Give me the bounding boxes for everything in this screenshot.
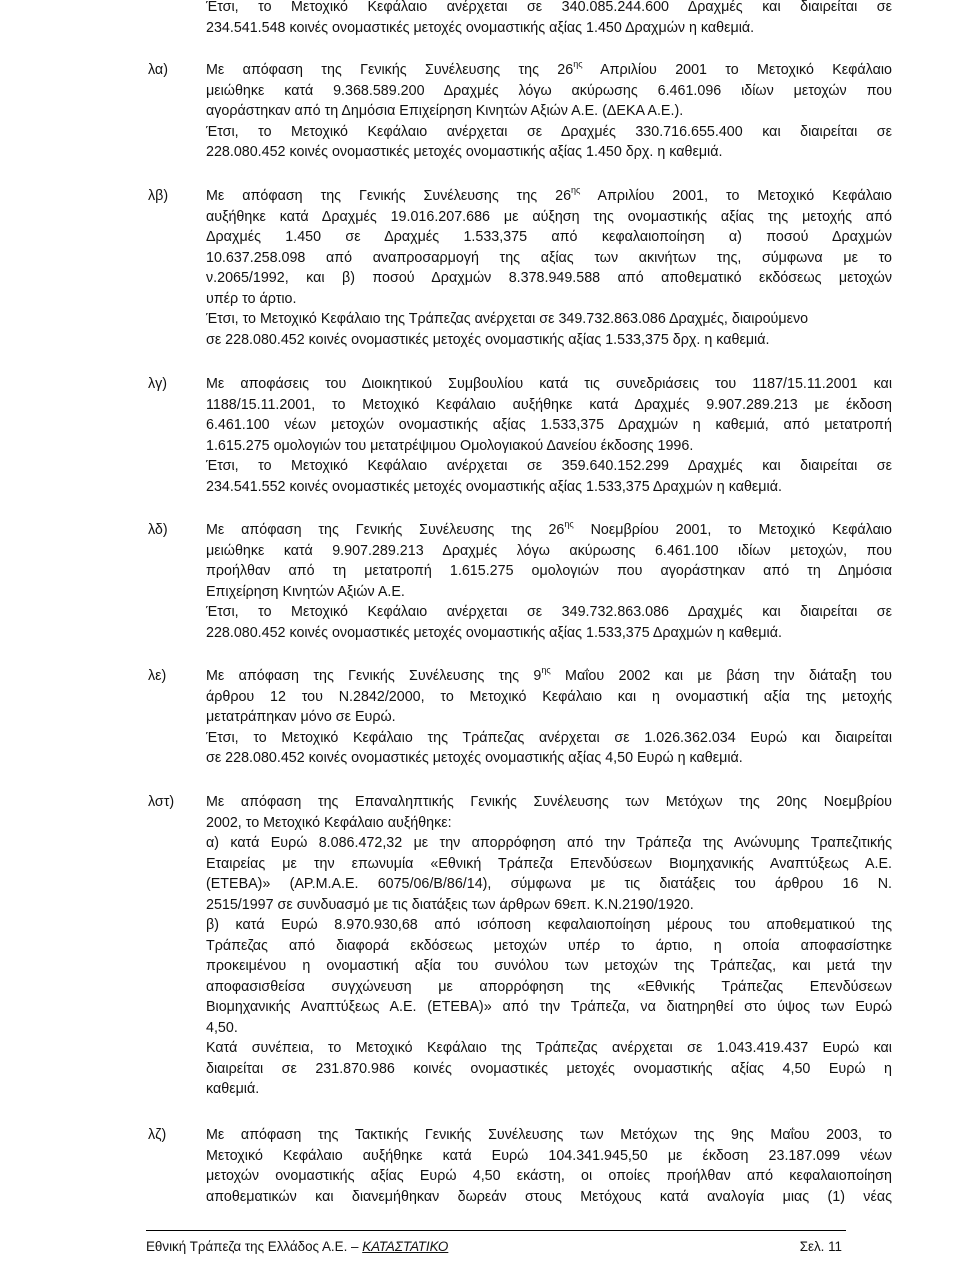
footer-document-title: Εθνική Τράπεζα της Ελλάδος Α.Ε. – ΚΑΤΑΣΤΑΤΙΚΟ xyxy=(146,1239,449,1254)
text-line: σε 228.080.452 κοινές ονομαστικές μετοχές ονομαστικής αξίας 4,50 Ευρώ η καθεμιά. xyxy=(206,750,743,766)
text-line: Με απόφαση της Γενικής Συνέλευσης της $26^{\eta\varsigma}$ Νοεμβρίου 2001, το Μετοχικό Κεφάλαιο xyxy=(206,519,892,538)
text-line: β) κατά Ευρώ 8.970.930,68 από ισόποση κεφαλαιοποίηση μέρους του αποθεματικού της xyxy=(206,917,892,933)
text-line: αγοράστηκαν από τη Δημόσια Επιχείρηση Κινητών Αξιών Α.Ε. (ΔΕΚΑ Α.Ε.). xyxy=(206,103,684,119)
text-line: Έτσι, το Μετοχικό Κεφάλαιο ανέρχεται σε 349.732.863.086 Δραχμές και διαιρείται σε xyxy=(206,604,892,620)
text-line: 2002, το Μετοχικό Κεφάλαιο αυξήθηκε: xyxy=(206,814,452,831)
text-line: Εταιρείας με την επωνυμία «Εθνική Τράπεζα Επενδύσεων Βιομηχανικής Αναπτύξεως Α.Ε. xyxy=(206,855,892,872)
text-line: 228.080.452 κοινές ονομαστικές μετοχές ονομαστικής αξίας 1.533,375 Δραχμών η καθεμιά. xyxy=(206,624,782,641)
text-line: Τράπεζας από διαφορά εκδόσεως μετοχών υπέρ το άρτιο, η οποία αποφασίστηκε xyxy=(206,937,892,954)
text-line: 228.080.452 κοινές ονομαστικές μετοχές ονομαστικής αξίας 1.450 δρχ. η καθεμιά. xyxy=(206,144,723,160)
text-line: Έτσι, το Μετοχικό Κεφάλαιο ανέρχεται σε 359.640.152.299 Δραχμές και διαιρείται σε xyxy=(206,458,892,474)
text-line: 1188/15.11.2001, το Μετοχικό Κεφάλαιο αυξήθηκε κατά Δραχμές 9.907.289.213 με έκδοση xyxy=(206,396,892,413)
text-line: Με απόφαση της Τακτικής Γενικής Συνέλευσης των Μετόχων της 9ης Μαΐου 2003, το xyxy=(206,1127,892,1143)
section-label: λστ) xyxy=(148,794,175,810)
section-label: λδ) xyxy=(148,522,168,538)
text-line: άρθρου 12 του Ν.2842/2000, το Μετοχικό Κεφάλαιο και η ονομαστική αξία της μετοχής xyxy=(206,688,892,705)
text-line: Με απόφαση της Επαναληπτικής Γενικής Συνέλευσης των Μετόχων της 20ης Νοεμβρίου xyxy=(206,794,892,810)
text-line: αποφασισθείσα συγχώνευση με απορρόφηση της «Εθνικής Τράπεζας Επενδύσεων xyxy=(206,978,892,995)
text-line: Έτσι, το Μετοχικό Κεφάλαιο ανέρχεται σε 340.085.244.600 Δραχμές και διαιρείται σε xyxy=(206,0,892,15)
text-line: μειώθηκε κατά 9.907.289.213 Δραχμές λόγω ακύρωσης 6.461.100 ιδίων μετοχών, που xyxy=(206,542,892,559)
text-line: Έτσι, το Μετοχικό Κεφάλαιο της Τράπεζας ανέρχεται σε 349.732.863.086 Δραχμές, διαιρούμενο xyxy=(206,311,809,327)
text-line: προήλθαν από τη μετατροπή 1.615.275 ομολογιών που αγοράστηκαν από τη Δημόσια xyxy=(206,563,892,579)
text-line: υπέρ το άρτιο. xyxy=(206,290,297,307)
text-line: Με απόφαση της Γενικής Συνέλευσης της $26^{\eta\varsigma}$ Απριλίου 2001, το Μετοχικό Κεφάλαιο xyxy=(206,185,892,204)
text-line: (ΕΤΕΒΑ)» (ΑΡ.Μ.Α.Ε. 6075/06/Β/86/14), σύμφωνα με τις διατάξεις του άρθρου 16 Ν. xyxy=(206,876,892,892)
text-line: μετατράπηκαν μόνο σε Ευρώ. xyxy=(206,709,396,725)
page-number: Σελ. 11 xyxy=(799,1239,842,1254)
text-line: διαιρείται σε 231.870.986 κοινές ονομαστικές μετοχές ονομαστικής αξίας 4,50 Ευρώ η xyxy=(206,1060,892,1077)
section-label: λγ) xyxy=(148,376,168,392)
section-label: λζ) xyxy=(148,1127,167,1143)
text-line: Κατά συνέπεια, το Μετοχικό Κεφάλαιο της Τράπεζας ανέρχεται σε 1.043.419.437 Ευρώ και xyxy=(206,1040,892,1056)
text-line: 4,50. xyxy=(206,1019,238,1036)
text-line: μειώθηκε κατά 9.368.589.200 Δραχμές λόγω ακύρωσης 6.461.096 ιδίων μετοχών που xyxy=(206,82,892,99)
text-line: αυξήθηκε κατά Δραχμές 19.016.207.686 με αύξηση της ονομαστικής αξίας της μετοχής από xyxy=(206,208,892,225)
text-line: Μετοχικό Κεφάλαιο αυξήθηκε κατά Ευρώ 104.341.945,50 με έκδοση 23.187.099 νέων xyxy=(206,1147,892,1164)
text-line: Έτσι, το Μετοχικό Κεφάλαιο της Τράπεζας ανέρχεται σε 1.026.362.034 Ευρώ και διαιρείται xyxy=(206,729,892,746)
text-line: Επιχείρηση Κινητών Αξιών Α.Ε. xyxy=(206,583,405,600)
section-label: λε) xyxy=(148,668,167,684)
text-line: Έτσι, το Μετοχικό Κεφάλαιο ανέρχεται σε Δραχμές 330.716.655.400 και διαιρείται σε xyxy=(206,123,892,140)
text-line: αποθεματικών και διανεμήθηκαν δωρεάν στους Μετόχους κατά αναλογία μιας (1) νέας xyxy=(206,1188,892,1205)
text-line: Με αποφάσεις του Διοικητικού Συμβουλίου κατά τις συνεδριάσεις του 1187/15.11.2001 και xyxy=(206,376,892,392)
text-line: σε 228.080.452 κοινές ονομαστικές μετοχές ονομαστικής αξίας 1.533,375 δρχ. η καθεμιά. xyxy=(206,331,770,348)
text-line: 234.541.552 κοινές ονομαστικές μετοχές ονομαστικής αξίας 1.533,375 Δραχμών η καθεμιά. xyxy=(206,478,782,495)
text-line: Με απόφαση της Γενικής Συνέλευσης της $9^{\eta\varsigma}$ Μαΐου 2002 και με βάση την διάταξη του xyxy=(206,665,893,684)
text-line: Βιομηχανικής Αναπτύξεως Α.Ε. (ΕΤΕΒΑ)» από την Τράπεζα, να διατηρηθεί στο ύψος των Ευρώ xyxy=(206,999,892,1015)
page-footer xyxy=(146,1230,846,1261)
section-label: λα) xyxy=(148,62,168,78)
text-line: 234.541.548 κοινές ονομαστικές μετοχές ονομαστικής αξίας 1.450 Δραχμών η καθεμιά. xyxy=(206,19,755,36)
text-line: 1.615.275 ομολογιών του μετατρέψιμου Ομολογιακού Δανείου έκδοσης 1996. xyxy=(206,437,694,454)
text-line: 2515/1997 σε συνδυασμό με τις διατάξεις των άρθρων 69επ. Κ.Ν.2190/1920. xyxy=(206,896,694,913)
text-line: Δραχμές 1.450 σε Δραχμές 1.533,375 από κεφαλαιοποίηση α) ποσού Δραχμών xyxy=(206,229,892,245)
text-line: μετοχών ονομαστικής αξίας Ευρώ 4,50 εκάστη, οι οποίες προήλθαν από κεφαλαιοποίηση xyxy=(206,1168,892,1184)
text-line: καθεμιά. xyxy=(206,1081,260,1097)
text-line: 6.461.100 νέων μετοχών ονομαστικής αξίας 1.533,375 Δραχμών η καθεμιά, από μετατροπή xyxy=(206,417,892,433)
text-line: 10.637.258.098 από αναπροσαρμογή της αξίας των ακινήτων της, σύμφωνα με το xyxy=(206,249,892,266)
section-label: λβ) xyxy=(148,188,169,204)
text-line: προκειμένου η ονομαστική αξία του συνόλου των μετοχών της Τράπεζας, και μετά την xyxy=(206,958,892,974)
text-line: α) κατά Ευρώ 8.086.472,32 με την απορρόφηση από την Τράπεζα της Ανώνυμης Τραπεζιτικής xyxy=(206,835,892,851)
text-line: Με απόφαση της Γενικής Συνέλευσης της $26^{\eta\varsigma}$ Απριλίου 2001 το Μετοχικό Κεφάλαιο xyxy=(206,59,893,78)
text-line: ν.2065/1992, και β) ποσού Δραχμών 8.378.949.588 από αποθεματικό εκδόσεως μετοχών xyxy=(206,270,892,286)
